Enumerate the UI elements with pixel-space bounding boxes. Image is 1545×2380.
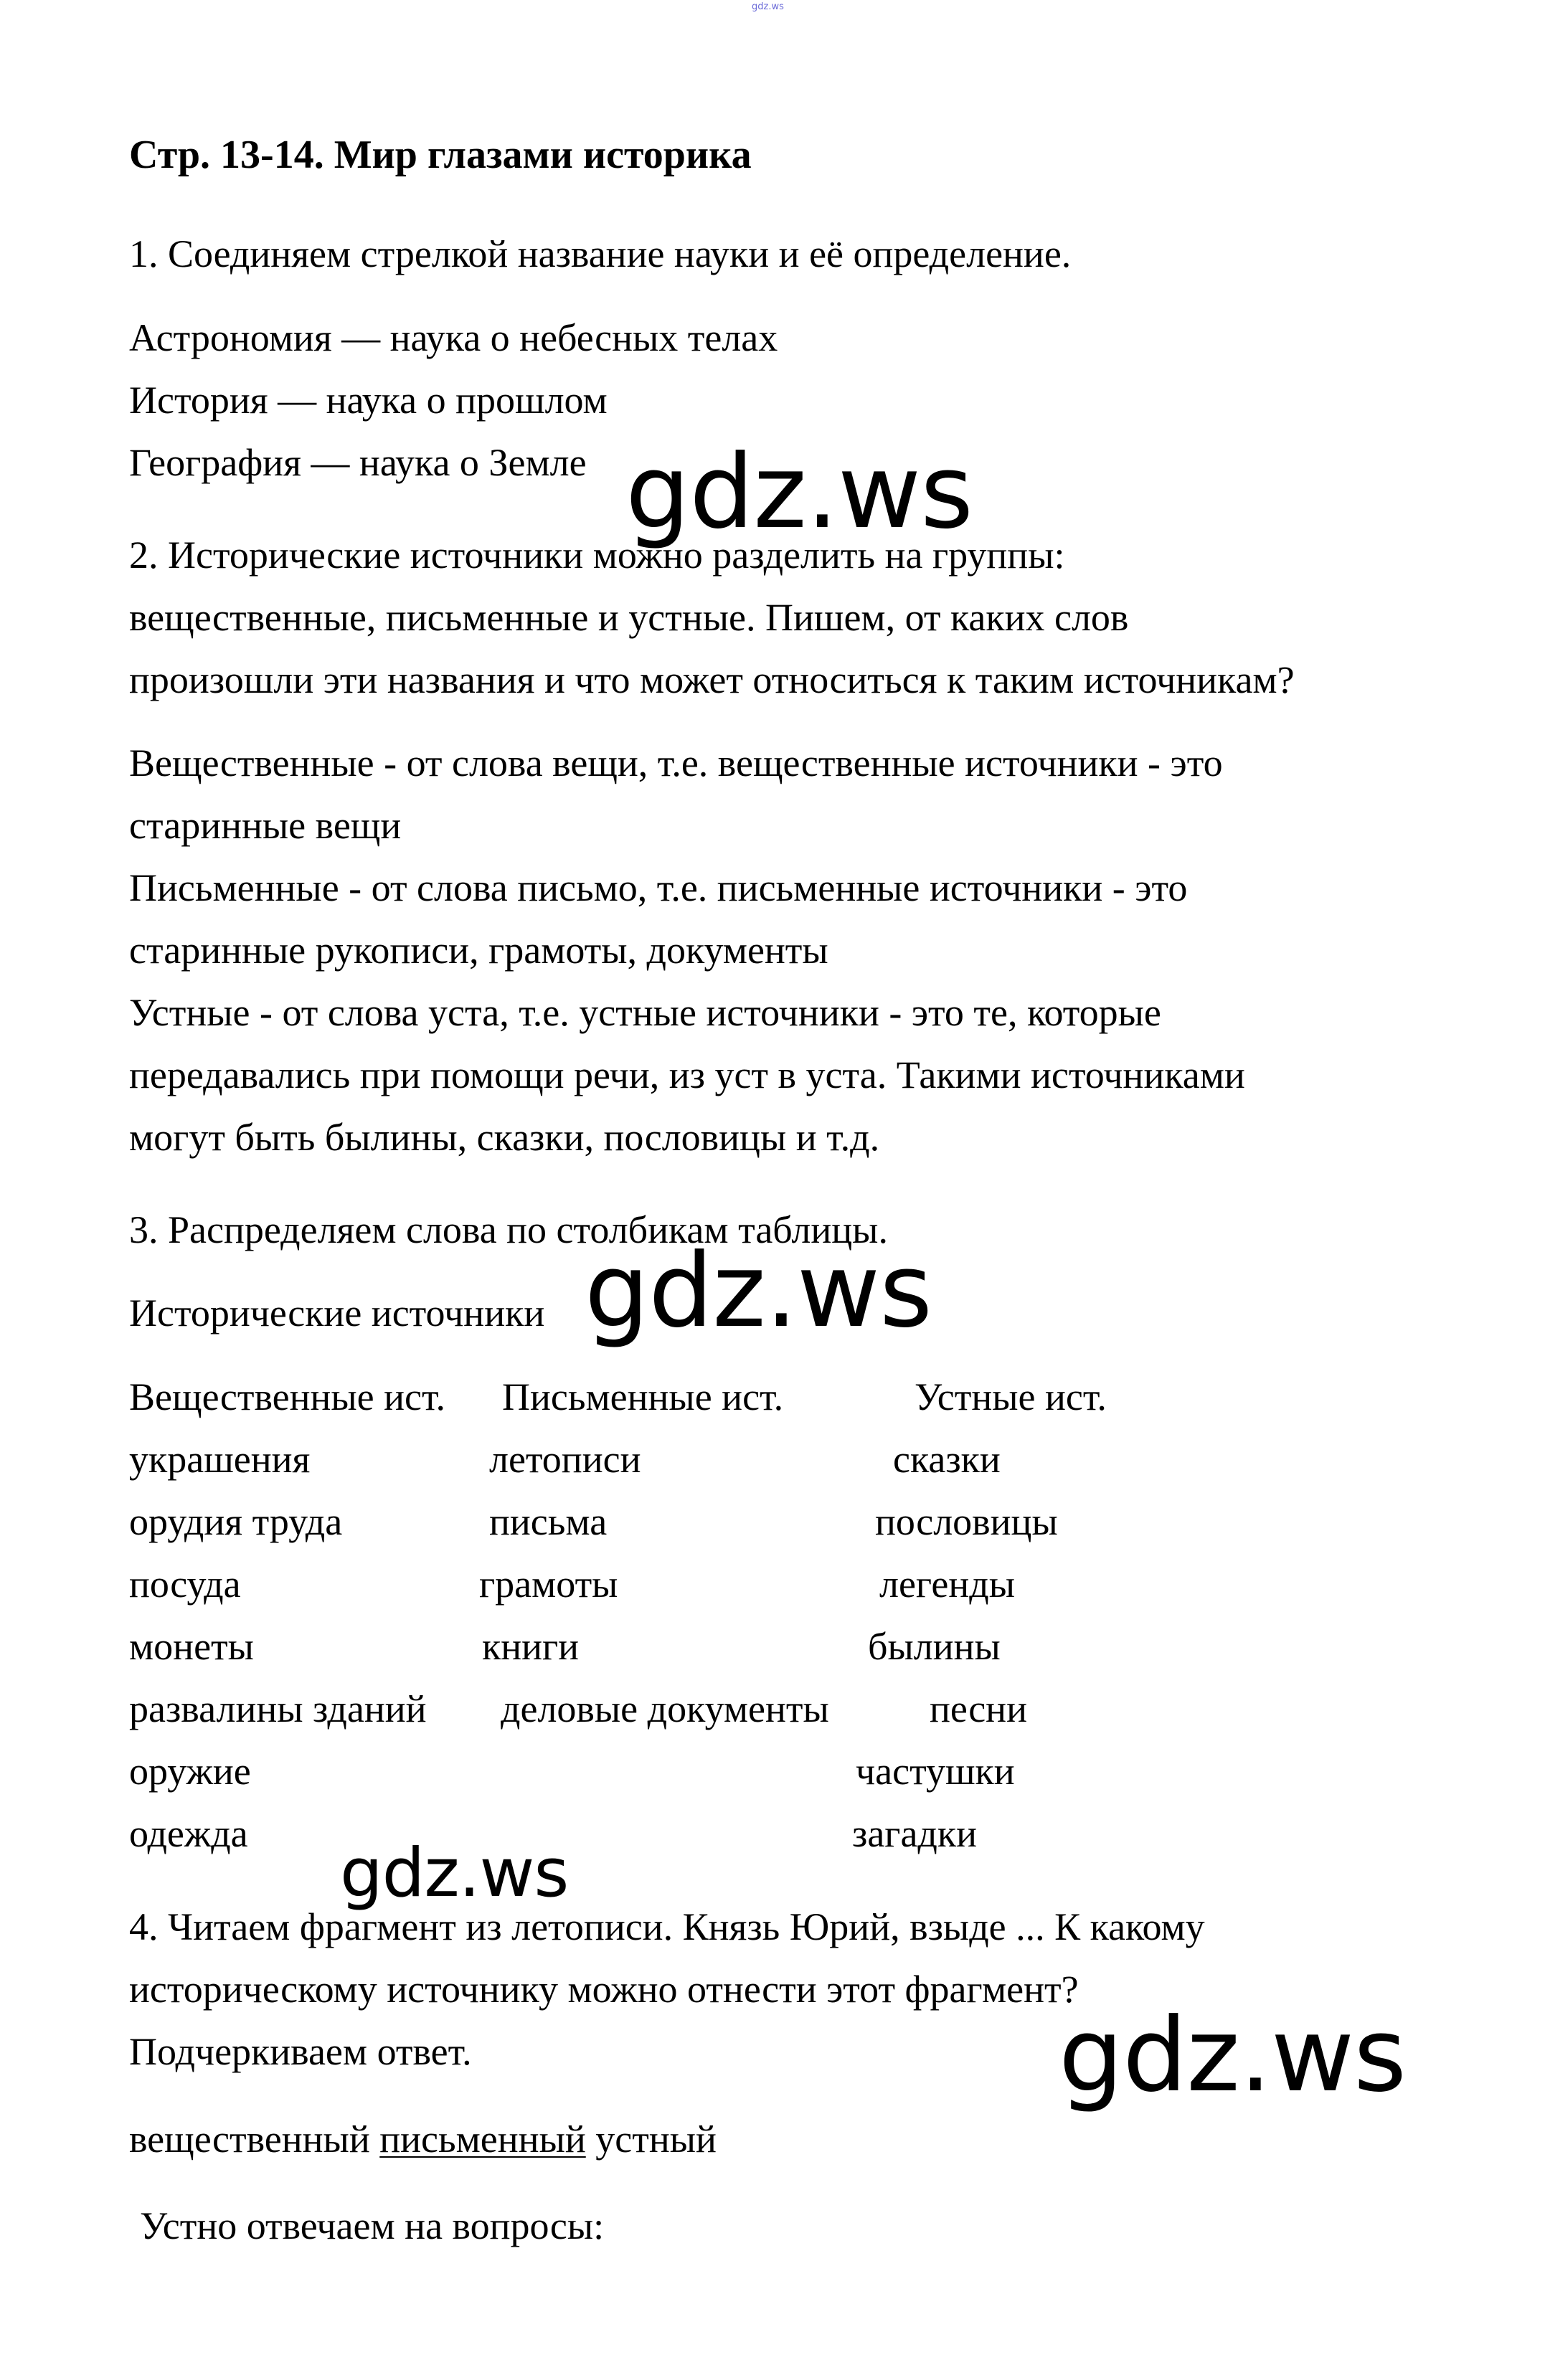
table-cell: летописи — [489, 1438, 641, 1481]
table-cell: монеты — [129, 1625, 254, 1668]
table-cell: украшения — [129, 1438, 311, 1481]
task2-question-line: произошли эти названия и что может относиться к таким источникам? — [129, 658, 1295, 701]
table-cell: частушки — [856, 1750, 1015, 1793]
table-cell: письма — [489, 1500, 608, 1543]
table-cell: загадки — [852, 1812, 978, 1855]
task2-answer-line: Письменные - от слова письмо, т.е. письменные источники - это — [129, 866, 1188, 909]
task2-answer-line: могут быть былины, сказки, пословицы и т.д. — [129, 1116, 880, 1159]
table-cell: сказки — [893, 1438, 1001, 1481]
task2-answer-line: Устные - от слова уста, т.е. устные источники - это те, которые — [129, 991, 1161, 1034]
table-cell: книги — [482, 1625, 580, 1668]
table-cell: пословицы — [875, 1500, 1058, 1543]
table-header: Вещественные ист. — [129, 1375, 446, 1418]
task3-question: 3. Распределяем слова по столбикам таблицы. — [129, 1208, 888, 1251]
footer-line: Устно отвечаем на вопросы: — [140, 2204, 605, 2247]
table-header: Письменные ист. — [502, 1375, 784, 1418]
watermark: gdz.ws — [625, 433, 973, 551]
task2-answer-line: Вещественные - от слова вещи, т.е. вещественные источники - это — [129, 741, 1223, 784]
option-oral: устный — [595, 2118, 717, 2161]
option-material: вещественный — [129, 2118, 370, 2161]
table-cell: песни — [930, 1687, 1027, 1730]
task2-question-line: 2. Исторические источники можно разделить на группы: — [129, 534, 1065, 577]
task2-question-line: вещественные, письменные и устные. Пишем, от каких слов — [129, 596, 1129, 639]
task4-question-line: историческому источнику можно отнести этот фрагмент? — [129, 1968, 1079, 2011]
watermark: gdz.ws — [1059, 1996, 1407, 2115]
table-header: Устные ист. — [915, 1375, 1107, 1418]
watermark: gdz.ws — [340, 1834, 569, 1912]
table-cell: орудия труда — [129, 1500, 343, 1543]
table-cell: развалины зданий — [129, 1687, 427, 1730]
table-cell: деловые документы — [501, 1687, 829, 1730]
task1-question: 1. Соединяем стрелкой название науки и её определение. — [129, 232, 1072, 275]
task3-subtitle: Исторические источники — [129, 1291, 545, 1334]
task4-question-line: Подчеркиваем ответ. — [129, 2030, 472, 2073]
task1-line: История — наука о прошлом — [129, 379, 608, 422]
top-watermark: gdz.ws — [752, 1, 784, 12]
option-written-underlined: письменный — [379, 2118, 586, 2161]
task1-line: География — наука о Земле — [129, 441, 587, 484]
task2-answer-line: передавались при помощи речи, из уст в уста. Такими источниками — [129, 1053, 1245, 1096]
task1-line: Астрономия — наука о небесных телах — [129, 316, 778, 359]
table-cell: былины — [868, 1625, 1001, 1668]
table-cell: одежда — [129, 1812, 248, 1855]
table-cell: оружие — [129, 1750, 251, 1793]
task2-answer-line: старинные вещи — [129, 804, 402, 847]
task2-answer-line: старинные рукописи, грамоты, документы — [129, 929, 828, 972]
page-title: Стр. 13-14. Мир глазами историка — [129, 133, 752, 177]
watermark: gdz.ws — [585, 1232, 932, 1350]
table-cell: легенды — [879, 1563, 1015, 1606]
table-cell: посуда — [129, 1563, 241, 1606]
task4-options — [129, 2117, 717, 2161]
table-cell: грамоты — [479, 1563, 618, 1606]
task4-question-line: 4. Читаем фрагмент из летописи. Князь Юрий, взыде ... К какому — [129, 1905, 1205, 1948]
